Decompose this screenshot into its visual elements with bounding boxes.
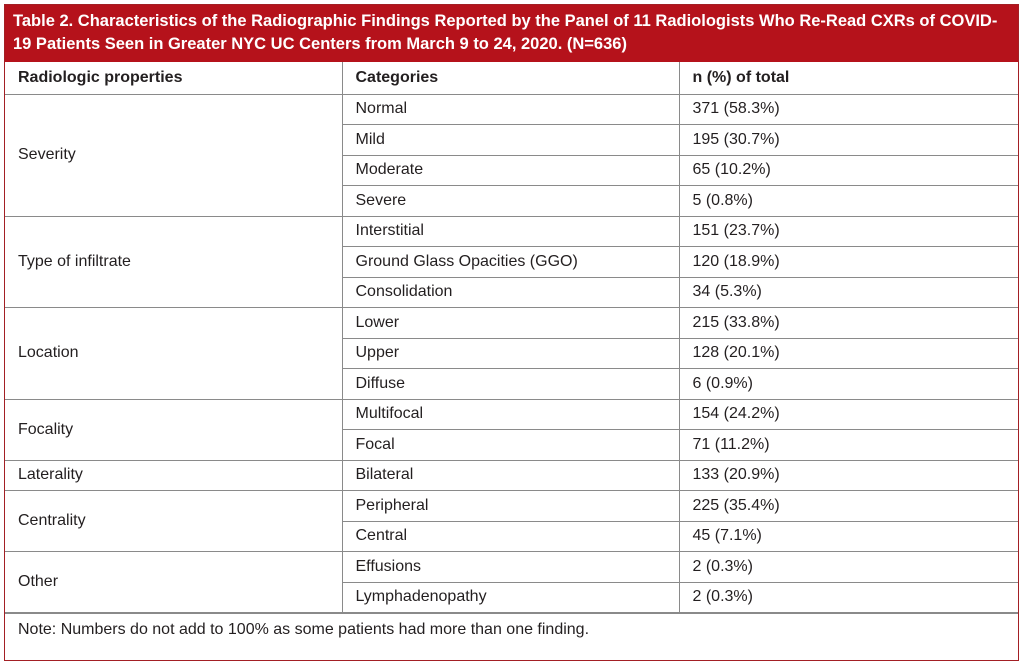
property-cell: Focality	[5, 399, 342, 460]
property-cell: Other	[5, 552, 342, 613]
value-cell: 225 (35.4%)	[679, 491, 1018, 522]
category-cell: Ground Glass Opacities (GGO)	[342, 247, 679, 278]
value-cell: 34 (5.3%)	[679, 277, 1018, 308]
table-row	[5, 94, 1018, 125]
category-cell: Lymphadenopathy	[342, 582, 679, 613]
value-cell: 195 (30.7%)	[679, 125, 1018, 156]
category-cell: Focal	[342, 430, 679, 461]
value-cell: 65 (10.2%)	[679, 155, 1018, 186]
category-cell: Upper	[342, 338, 679, 369]
category-cell: Normal	[342, 94, 679, 125]
header-n-percent: n (%) of total	[679, 62, 1018, 94]
property-cell: Location	[5, 308, 342, 400]
value-cell: 133 (20.9%)	[679, 460, 1018, 491]
table-row	[5, 552, 1018, 583]
category-cell: Effusions	[342, 552, 679, 583]
property-cell: Type of infiltrate	[5, 216, 342, 308]
table-row	[5, 399, 1018, 430]
category-cell: Peripheral	[342, 491, 679, 522]
table-row	[5, 308, 1018, 339]
table-row	[5, 216, 1018, 247]
category-cell: Lower	[342, 308, 679, 339]
value-cell: 151 (23.7%)	[679, 216, 1018, 247]
value-cell: 128 (20.1%)	[679, 338, 1018, 369]
table-row	[5, 460, 1018, 491]
category-cell: Mild	[342, 125, 679, 156]
table-row	[5, 491, 1018, 522]
property-cell: Centrality	[5, 491, 342, 552]
value-cell: 2 (0.3%)	[679, 582, 1018, 613]
value-cell: 71 (11.2%)	[679, 430, 1018, 461]
value-cell: 154 (24.2%)	[679, 399, 1018, 430]
category-cell: Moderate	[342, 155, 679, 186]
category-cell: Consolidation	[342, 277, 679, 308]
table-note: Note: Numbers do not add to 100% as some patients had more than one finding.	[5, 613, 1018, 645]
table-container	[4, 4, 1019, 661]
category-cell: Bilateral	[342, 460, 679, 491]
value-cell: 6 (0.9%)	[679, 369, 1018, 400]
category-cell: Diffuse	[342, 369, 679, 400]
table-body	[5, 94, 1018, 613]
category-cell: Multifocal	[342, 399, 679, 430]
property-cell: Laterality	[5, 460, 342, 491]
value-cell: 5 (0.8%)	[679, 186, 1018, 217]
category-cell: Central	[342, 521, 679, 552]
value-cell: 371 (58.3%)	[679, 94, 1018, 125]
value-cell: 215 (33.8%)	[679, 308, 1018, 339]
value-cell: 2 (0.3%)	[679, 552, 1018, 583]
table-title: Table 2. Characteristics of the Radiographic Findings Reported by the Panel of 11 Radiologists Who Re-Read CXRs of COVID-19 Patients Seen in Greater NYC UC Centers from March 9 to 24, 2020. (N=636)	[5, 5, 1018, 62]
value-cell: 120 (18.9%)	[679, 247, 1018, 278]
findings-table	[5, 62, 1018, 613]
category-cell: Severe	[342, 186, 679, 217]
category-cell: Interstitial	[342, 216, 679, 247]
header-radiologic-properties: Radiologic properties	[5, 62, 342, 94]
header-row	[5, 62, 1018, 94]
property-cell: Severity	[5, 94, 342, 216]
header-categories: Categories	[342, 62, 679, 94]
value-cell: 45 (7.1%)	[679, 521, 1018, 552]
